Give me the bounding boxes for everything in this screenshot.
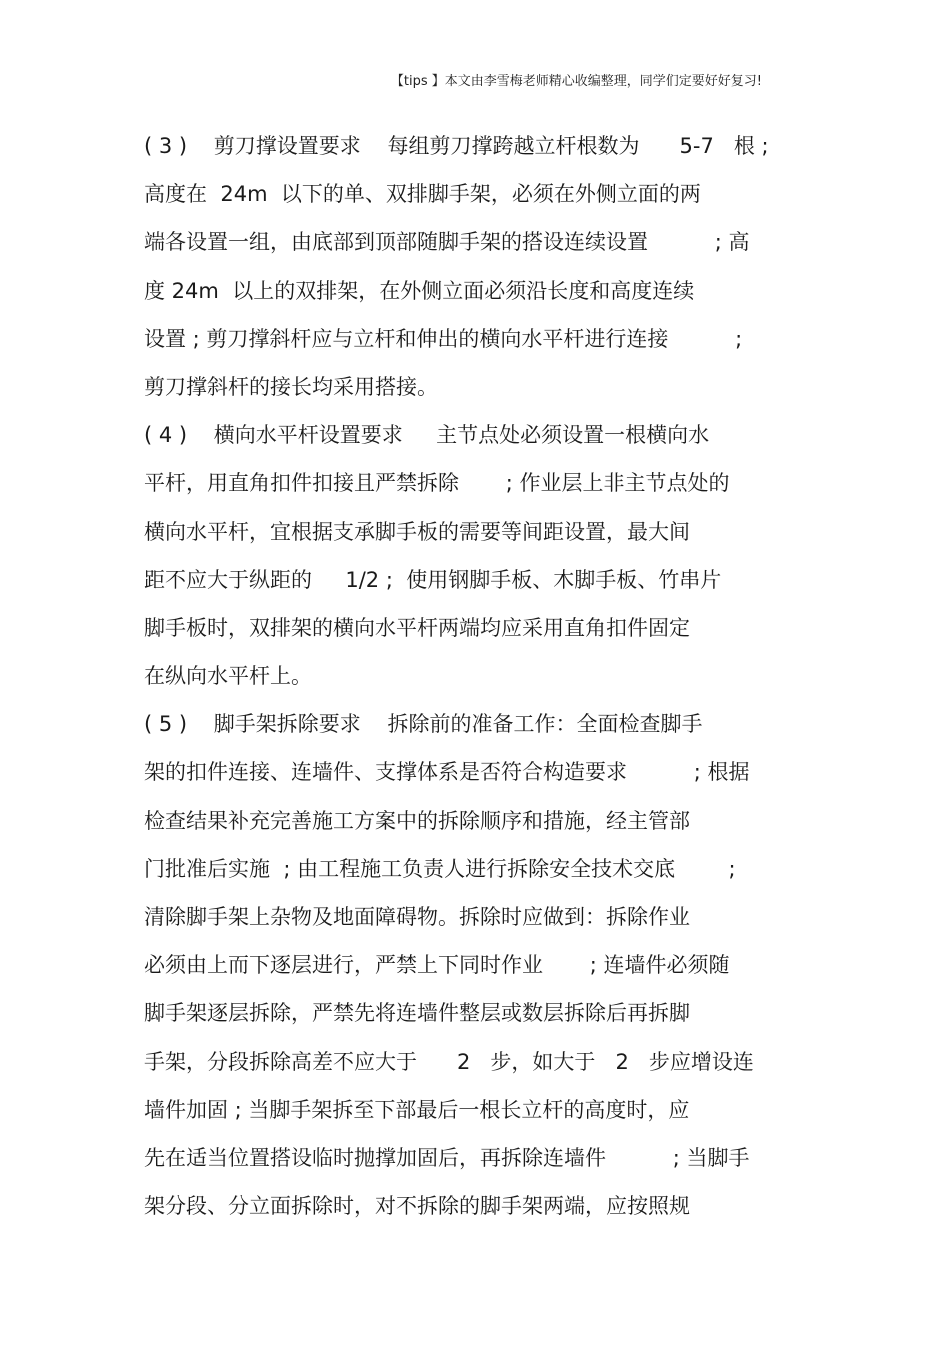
text-line: 设置 ; 剪刀撑斜杆应与立杆和伸出的横向水平杆进行连接 ; <box>144 326 743 351</box>
text-line: 清除脚手架上杂物及地面障碍物。拆除时应做到：拆除作业 <box>144 905 690 929</box>
text-line: 平杆，用直角扣件扣接且严禁拆除 ; 作业层上非主节点处的 <box>144 471 730 496</box>
header-tip: 【tips 】本文由李雪梅老师精心收编整理，同学们定要好好复习! <box>390 74 762 89</box>
text-line: 架分段、分立面拆除时，对不拆除的脚手架两端，应按照规 <box>144 1194 690 1219</box>
text-line: 度 24m 以上的双排架，在外侧立面必须沿长度和高度连续 <box>144 278 695 303</box>
text-line: 高度在 24m 以下的单、双排脚手架，必须在外侧立面的两 <box>144 182 701 207</box>
text-line: ( 3 ) 剪刀撑设置要求 每组剪刀撑跨越立杆根数为 5-7 根 ; <box>144 134 769 158</box>
text-line: 先在适当位置搭设临时抛撑加固后，再拆除连墙件 ; 当脚手 <box>144 1145 750 1170</box>
text-line: 必须由上而下逐层进行，严禁上下同时作业 ; 连墙件必须随 <box>144 953 730 978</box>
document-body <box>144 128 824 1236</box>
text-line: 端各设置一组，由底部到顶部随脚手架的搭设连续设置 ; 高 <box>144 230 750 255</box>
text-line: 检查结果补充完善施工方案中的拆除顺序和措施，经主管部 <box>144 808 690 833</box>
text-line: 墙件加固 ; 当脚手架拆至下部最后一根长立杆的高度时，应 <box>144 1097 690 1122</box>
text-line: ( 4 ) 横向水平杆设置要求 主节点处必须设置一根横向水 <box>144 423 710 448</box>
text-line: 门批准后实施 ; 由工程施工负责人进行拆除安全技术交底 ; <box>144 856 736 881</box>
text-line: ( 5 ) 脚手架拆除要求 拆除前的准备工作：全面检查脚手 <box>144 712 703 737</box>
text-line: 距不应大于纵距的 1/2 ; 使用钢脚手板、木脚手板、竹串片 <box>144 567 722 592</box>
text-line: 脚手架逐层拆除，严禁先将连墙件整层或数层拆除后再拆脚 <box>144 1001 690 1026</box>
text-line: 架的扣件连接、连墙件、支撑体系是否符合构造要求 ; 根据 <box>144 760 750 785</box>
text-line: 脚手板时，双排架的横向水平杆两端均应采用直角扣件固定 <box>144 615 690 640</box>
text-line: 在纵向水平杆上。 <box>144 664 312 689</box>
text-line: 剪刀撑斜杆的接长均采用搭接。 <box>144 374 438 399</box>
text-line: 横向水平杆，宜根据支承脚手板的需要等间距设置，最大间 <box>144 519 690 544</box>
text-line: 手架，分段拆除高差不应大于 2 步，如大于 2 步应增设连 <box>144 1049 754 1074</box>
